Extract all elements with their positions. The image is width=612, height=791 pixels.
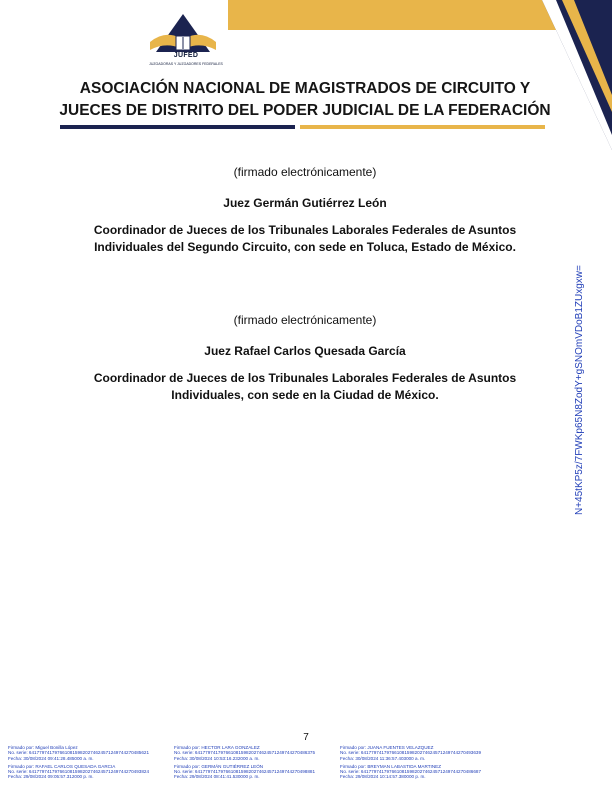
signed-note-1: (firmado electrónicamente) <box>233 165 377 179</box>
signature-signer: Firmado por: HECTOR LARA GONZALEZ <box>174 745 260 750</box>
signatory-name-2: Juez Rafael Carlos Quesada García <box>204 344 406 358</box>
logo-subtitle: JUZGADORAS Y JUZGADORES FEDERALES <box>149 62 223 66</box>
signature-block <box>174 745 340 761</box>
signature-block <box>340 764 506 780</box>
signature-date: Fecha: 29/08/2024 08:41:41.530000 p. m. <box>174 774 260 780</box>
signature-serial: No. serie: 64177974179766108159820274624571249744270493824 <box>8 769 150 775</box>
signatory-role-1: Coordinador de Jueces de los Tribunales Laborales Federales de Asuntos Individuales del Segundo Circuito, con sede en Toluca, Estado de México. <box>93 223 517 254</box>
signature-signer: Firmado por: BREYMAN LABASTIDA MARTINEZ <box>340 763 442 769</box>
electronic-signatures <box>8 745 608 783</box>
signature-serial: No. serie: 64177974179766108159820274624571249744270485621 <box>8 750 150 756</box>
page-number: 7 <box>303 732 309 743</box>
signatory-name-1: Juez Germán Gutiérrez León <box>223 196 387 210</box>
signature-date: Fecha: 30/08/2024 10:53:16.232000 a. m. <box>174 755 260 761</box>
signature-block <box>8 764 174 780</box>
organization-title <box>40 78 570 122</box>
header-rule-gold <box>300 125 545 129</box>
header-corner-decoration <box>542 0 612 150</box>
org-title-line-1: ASOCIACIÓN NACIONAL DE MAGISTRADOS DE CIRCUITO Y <box>79 80 531 97</box>
signature-serial: No. serie: 64177974179766108159820274624571249744270498881 <box>174 769 316 775</box>
signature-date: Fecha: 30/08/2024 09:41:28.485000 a. m. <box>8 755 94 761</box>
signature-date: Fecha: 29/08/2024 10:14:57.380000 p. m. <box>340 774 426 780</box>
signed-note-2: (firmado electrónicamente) <box>233 313 377 327</box>
signatory-role-2: Coordinador de Jueces de los Tribunales Laborales Federales de Asuntos Individuales, con sede en la Ciudad de México. <box>93 371 517 402</box>
signature-serial: No. serie: 64177974179766108159820274624571249744270486375 <box>174 750 316 756</box>
header-rule-navy <box>60 125 295 129</box>
signature-block <box>340 745 506 761</box>
signature-serial: No. serie: 64177974179766108159820274624571249744270486687 <box>340 769 482 775</box>
signature-signer: Firmado por: GERMÁN GUTIÉRREZ LEÓN <box>174 763 264 769</box>
org-title-line-2: JUECES DE DISTRITO DEL PODER JUDICIAL DE LA FEDERACIÓN <box>59 102 551 119</box>
logo-name: JUFED <box>173 52 199 59</box>
signature-block <box>8 745 174 761</box>
document-hash: N+45tKP5z/7FWKp65N8ZodY+gSNOmVDoB1ZUxgxw= <box>574 265 585 515</box>
signature-serial: No. serie: 64177974179766108159820274624571249744270493639 <box>340 750 482 756</box>
signature-date: Fecha: 30/08/2024 11:36:57.403000 a. m. <box>340 755 426 761</box>
signature-signer: Firmado por: Miguel Bonilla López <box>8 745 78 750</box>
signature-block <box>174 764 340 780</box>
signature-signer: Firmado por: JUANA FUENTES VELAZQUEZ <box>340 745 434 750</box>
signature-signer: Firmado por: RAFAEL CARLOS QUESADA GARCIA <box>8 763 116 769</box>
signature-date: Fecha: 29/08/2024 09:05:57.312000 p. m. <box>8 774 94 780</box>
